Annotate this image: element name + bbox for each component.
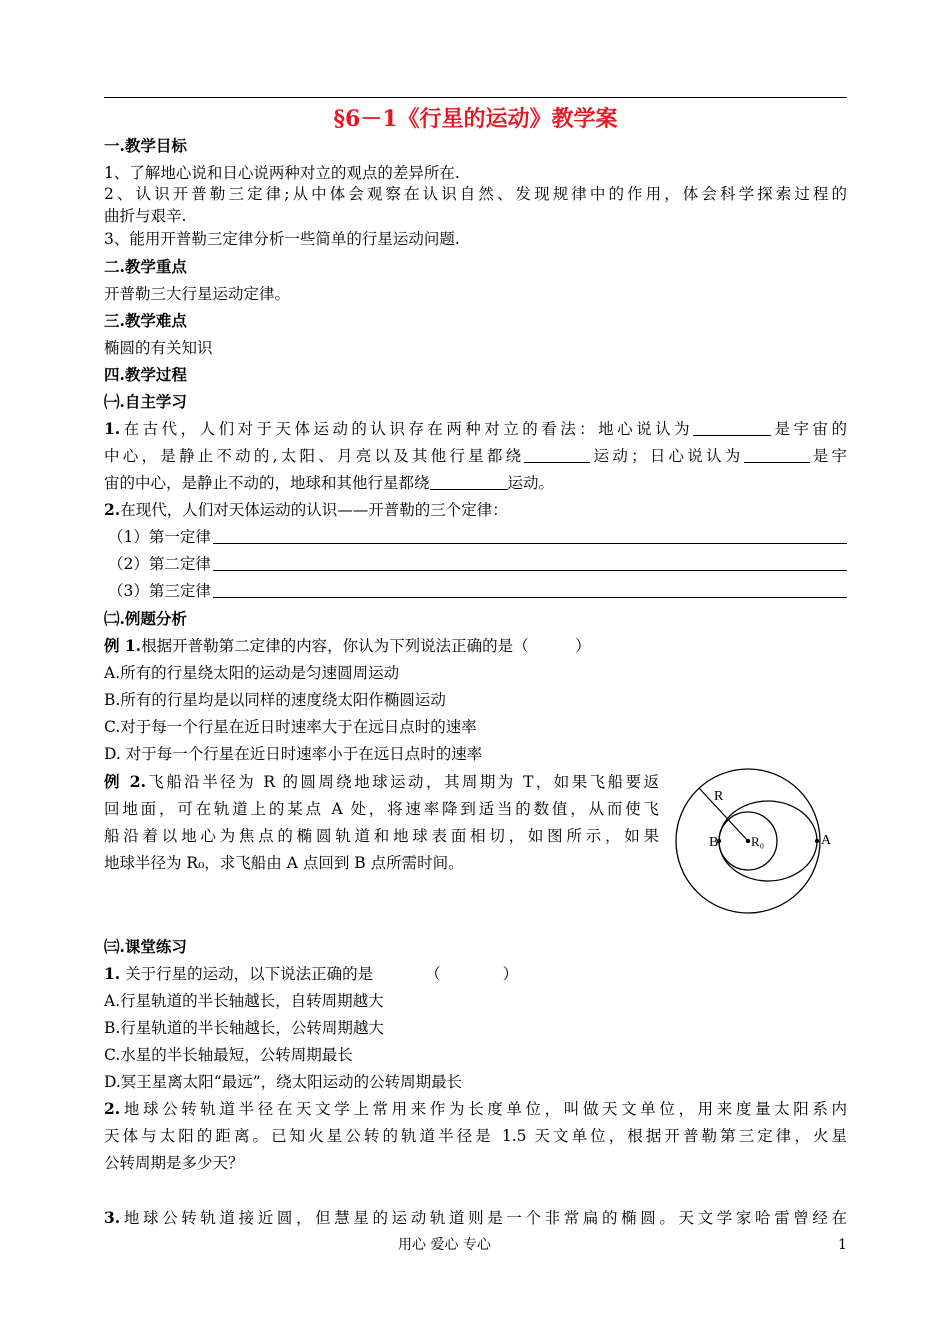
key-points-text: 开普勒三大行星运动定律。 bbox=[104, 285, 291, 303]
answer-line[interactable] bbox=[213, 527, 847, 544]
example-2-line: 地球半径为 R₀，求飞船由 A 点回到 B 点所需时间。 bbox=[104, 854, 464, 872]
self-study-q1-line1: 1.在古代，人们对于天体运动的认识存在两种对立的看法：地心说认为 是宇宙的 bbox=[104, 419, 847, 438]
practice-q1-option: D.冥王星离太阳“最远”，绕太阳运动的公转周期最长 bbox=[104, 1073, 463, 1091]
example-1-option: A.所有的行星绕太阳的运动是匀速圆周运动 bbox=[104, 664, 400, 682]
objective-item: 1、了解地心说和日心说两种对立的观点的差异所在. bbox=[104, 164, 460, 182]
question-number: 2. bbox=[104, 500, 121, 519]
example-2-line: 船沿着以地心为焦点的椭圆轨道和地球表面相切，如图所示，如果 bbox=[104, 827, 659, 845]
example-1-option: C.对于每一个行星在近日时速率大于在远日点时的速率 bbox=[104, 718, 477, 736]
label-B: B bbox=[709, 835, 719, 850]
question-number: 1. bbox=[104, 964, 121, 983]
label-R: R bbox=[714, 789, 724, 804]
label-A: A bbox=[821, 833, 832, 848]
objective-item: 2、认识开普勒三定律;从中体会观察在认识自然、发现规律中的作用，体会科学探索过程的 bbox=[104, 185, 847, 203]
section-heading-process: 四.教学过程 bbox=[104, 365, 187, 384]
example-1-stem: 例 1.根据开普勒第二定律的内容，你认为下列说法正确的是（ ） bbox=[104, 636, 591, 655]
label-R0: R₀ bbox=[751, 834, 765, 849]
subheading-self-study: ㈠.自主学习 bbox=[104, 392, 187, 411]
example-label: 例 2. bbox=[104, 772, 146, 791]
page-number: 1 bbox=[838, 1237, 847, 1253]
answer-line[interactable] bbox=[213, 581, 847, 598]
self-study-q1-line3: 宙的中心，是静止不动的，地球和其他行星都绕 运动。 bbox=[104, 474, 555, 492]
objective-item: 曲折与艰辛. bbox=[104, 207, 187, 225]
law-row-3: （3）第三定律 bbox=[108, 581, 847, 601]
question-number: 3. bbox=[104, 1208, 121, 1227]
section-heading-objectives: 一.教学目标 bbox=[104, 136, 187, 155]
example-2-line: 回地面，可在轨道上的某点 A 处，将速率降到适当的数值，从而使飞 bbox=[104, 800, 659, 818]
fill-blank[interactable] bbox=[744, 447, 810, 463]
section-heading-key-points: 二.教学重点 bbox=[104, 257, 187, 276]
difficulties-text: 椭圆的有关知识 bbox=[104, 339, 213, 357]
orbit-diagram bbox=[672, 768, 842, 918]
example-1-option: D. 对于每一个行星在近日时速率小于在远日点时的速率 bbox=[104, 745, 483, 763]
elliptical-orbit bbox=[719, 801, 817, 881]
fill-blank[interactable] bbox=[524, 447, 590, 463]
objective-item: 3、能用开普勒三定律分析一些简单的行星运动问题. bbox=[104, 230, 460, 248]
practice-q3-line: 3.地球公转轨道接近圆，但慧星的运动轨道则是一个非常扁的椭圆。天文学家哈雷曾经在 bbox=[104, 1208, 847, 1227]
practice-q2-line: 天体与太阳的距离。已知火星公转的轨道半径是 1.5 天文单位，根据开普勒第三定律，火星 bbox=[104, 1127, 847, 1145]
law-row-2: （2）第二定律 bbox=[108, 554, 847, 574]
header-rule bbox=[104, 97, 847, 98]
subheading-examples: ㈡.例题分析 bbox=[104, 609, 187, 628]
practice-q2-line: 2.地球公转轨道半径在天文学上常用来作为长度单位，叫做天文单位，用来度量太阳系内 bbox=[104, 1099, 847, 1118]
earth-center-point bbox=[746, 839, 750, 843]
point-A bbox=[815, 839, 819, 843]
question-number: 2. bbox=[104, 1099, 121, 1118]
example-1-option: B.所有的行星均是以同样的速度绕太阳作椭圆运动 bbox=[104, 691, 446, 709]
footer-motto: 用心 爱心 专心 bbox=[398, 1237, 491, 1253]
practice-q1-option: C.水星的半长轴最短，公转周期最长 bbox=[104, 1046, 353, 1064]
question-number: 1. bbox=[104, 419, 121, 438]
page-title: §6－1《行星的运动》教学案 bbox=[333, 106, 618, 132]
practice-q1-stem: 1. 关于行星的运动，以下说法正确的是 （ ） bbox=[104, 964, 519, 983]
example-label: 例 1. bbox=[104, 636, 142, 655]
practice-q1-option: B.行星轨道的半长轴越长，公转周期越大 bbox=[104, 1019, 384, 1037]
subheading-practice: ㈢.课堂练习 bbox=[104, 937, 187, 956]
radius-R-line bbox=[699, 788, 748, 841]
fill-blank[interactable] bbox=[430, 474, 508, 490]
section-heading-difficulties: 三.教学难点 bbox=[104, 311, 187, 330]
self-study-q2: 2.在现代，人们对天体运动的认识——开普勒的三个定律： bbox=[104, 500, 508, 519]
practice-q2-line: 公转周期是多少天？ bbox=[104, 1154, 244, 1172]
fill-blank[interactable] bbox=[693, 420, 771, 436]
answer-line[interactable] bbox=[213, 554, 847, 571]
self-study-q1-line2: 中心，是静止不动的,太阳、月亮以及其他行星都绕 运动；日心说认为 是宇 bbox=[104, 447, 847, 465]
practice-q1-option: A.行星轨道的半长轴越长，自转周期越大 bbox=[104, 992, 384, 1010]
law-row-1: （1）第一定律 bbox=[108, 527, 847, 547]
example-2-line: 例 2.飞船沿半径为 R 的圆周绕地球运动，其周期为 T，如果飞船要返 bbox=[104, 772, 660, 791]
